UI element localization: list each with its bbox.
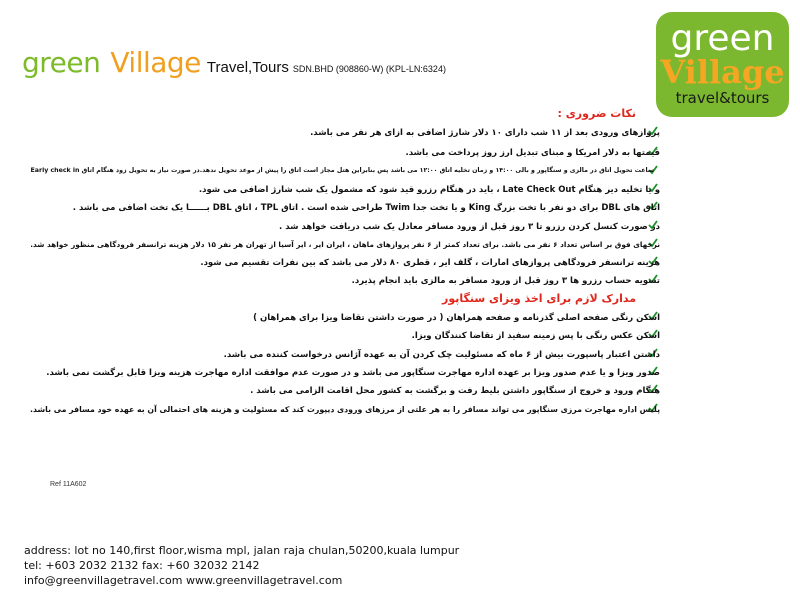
document-item: اسکن عکس رنگی با پس زمینه سفید از تقاضا کنندگان ویزا. [411, 331, 660, 341]
document-item: اسکن رنگی صفحه اصلی گذرنامه و صفحه همراهان ( در صورت داشتن تقاضا ویزا برای همراهان ) [253, 313, 660, 323]
brand-registration: SDN.BHD (908860-W) (KPL-LN:6324) [292, 64, 446, 74]
footer-tel-fax: tel: +603 2032 2132 fax: +60 32032 2142 [24, 559, 260, 572]
logo-village-text: Village [660, 52, 785, 91]
note-item: در صورت کنسل کردن رزرو تا ۳ روز قبل از ورود مسافر معادل یک شب دریافت خواهد شد . [279, 222, 660, 232]
note-item: اتاق های DBL برای دو نفر با تخت بزرگ King و یا تخت جدا Twim طراحی شده است . اتاق TPL ، اتاق DBL بــــــا یک تخت اضافی می باشد . [72, 203, 660, 213]
note-item: نرخهای فوق بر اساس تعداد ۶ نفر می باشد. برای تعداد کمتر از ۶ نفر پروازهای ماهان ، ایران ایر ، ایر آسیا از تهران هر نفر ۱۵ دلار هزینه ترانسفر فرودگاهی منظور خواهد شد. [30, 240, 660, 249]
note-item: و یا تخلیه دیر هنگام Late Check Out ، باید در هنگام رزرو قید شود که مشمول یک شب شارژ اضافی می شود. [198, 185, 660, 195]
note-item: پروازهای ورودی بعد از ۱۱ شب دارای ۱۰ دلار شارژ اضافی به ازای هر نفر می باشد. [310, 128, 660, 138]
footer-email-web: info@greenvillagetravel.com www.greenvillagetravel.com [24, 574, 343, 587]
document-item: هنگام ورود و خروج از سنگاپور داشتن بلیط رفت و برگشت به کشور محل اقامت الزامی می باشد . [250, 386, 660, 396]
note-item: تسویه حساب رزرو ها ۳ روز قبل از ورود مسافر به مالزی باید انجام پذیرد. [351, 276, 660, 286]
brand-village-word: Village [110, 46, 201, 79]
documents-title: مدارک لازم برای اخذ ویزای سنگاپور [442, 292, 636, 305]
notes-title: نکات ضروری : [557, 107, 636, 120]
document-item: صدور ویزا و یا عدم صدور ویزا بر عهده اداره مهاجرت سنگاپور می باشد و در صورت عدم موافقت اداره مهاجرت هزینه ویزا قابل برگشت نمی باشد. [46, 368, 660, 378]
note-item: قیمتها به دلار امریکا و مبنای تبدیل ارز روز پرداخت می باشد. [405, 148, 660, 158]
brand-travel-tours: Travel,Tours [206, 59, 289, 76]
reference-code: Ref 11A602 [50, 481, 87, 488]
document-item: پلیس اداره مهاجرت مرزی سنگاپور می تواند مسافر را به هر علتی از مرزهای ورودی دیپورت کند که مسئولیت و هزینه های احتمالی آن به عهده خود مسافر می باشد. [30, 405, 660, 414]
brand-green-word: green [22, 46, 101, 79]
logo-green-text: green [670, 17, 775, 59]
footer-contact [24, 543, 459, 588]
logo-tagline: travel&tours [675, 88, 770, 107]
note-item: ساعت تحویل اتاق در مالزی و سنگاپور و بالی ۱۴:۰۰ و زمان تخلیه اتاق ۱۲:۰۰ می باشد پس بنابراین هتل مجاز است اتاق را پیش از موعد تحویل ندهد.در صورت نیاز به تحویل زود هنگام اتاق Early check in [30, 167, 654, 174]
footer-address: address: lot no 140,first floor,wisma mpl, jalan raja chulan,50200,kuala lumpur [24, 544, 460, 557]
document-item: داشتن اعتبار پاسپورت بیش از ۶ ماه که مسئولیت چک کردن آن به عهده آژانس درخواست کننده می باشد. [223, 350, 660, 360]
note-item: هزینه ترانسفر فرودگاهی پروازهای امارات ، گلف ایر ، قطری ۸۰ دلار می باشد که بین نفرات تقسیم می شود. [200, 258, 660, 268]
